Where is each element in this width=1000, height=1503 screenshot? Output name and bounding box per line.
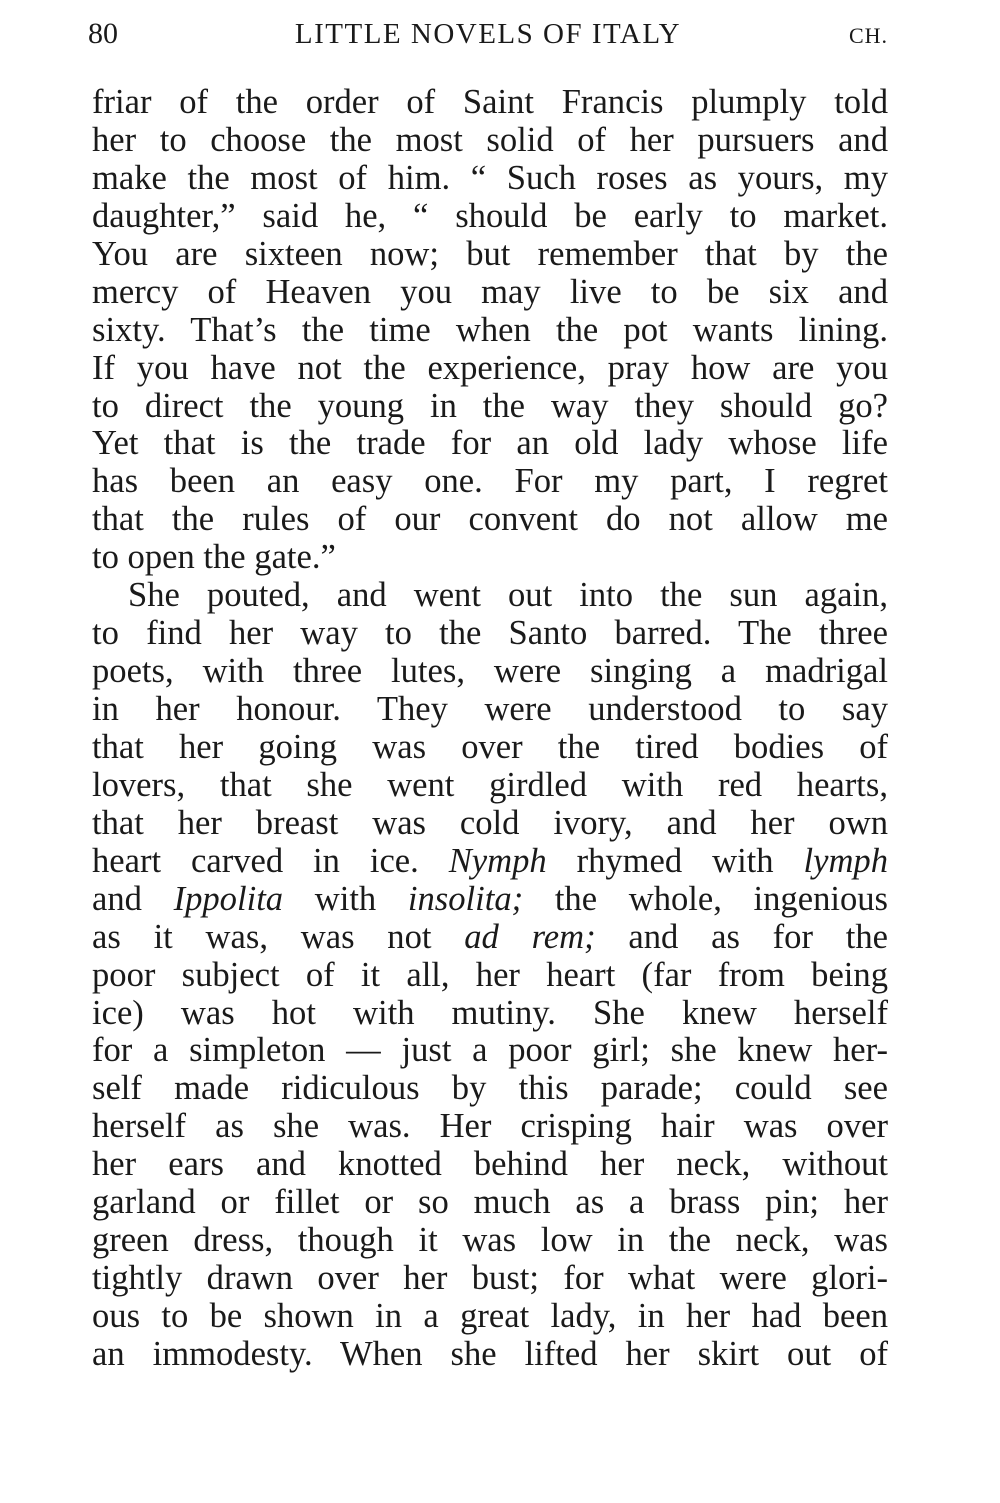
text-run: and — [92, 879, 174, 918]
text-run: rhymed with — [546, 841, 804, 880]
running-head — [88, 14, 888, 54]
text-line: to direct the young in the way they should go? — [92, 386, 888, 425]
text-line: poets, with three lutes, were singing a madrigal — [92, 652, 888, 691]
text-line: lovers, that she went girdled with red hearts, — [92, 765, 888, 804]
text-line: If you have not the experience, pray how are you — [92, 348, 888, 387]
italic-word: ad rem; — [464, 917, 596, 956]
text-run: and as for the — [595, 917, 889, 956]
text-line: friar of the order of Saint Francis plumply told — [92, 83, 888, 121]
text-line: herself as she was. Her crisping hair was over — [92, 1107, 888, 1146]
text-line: to find her way to the Santo barred. The three — [92, 614, 888, 653]
text-line: green dress, though it was low in the neck, was — [92, 1221, 888, 1260]
book-title: LITTLE NOVELS OF ITALY — [294, 18, 682, 50]
text-line: in her honour. They were understood to say — [92, 690, 888, 728]
text-line: sixty. That’s the time when the pot wants lining. — [92, 310, 888, 349]
text-line: that the rules of our convent do not allow me — [92, 500, 888, 539]
text-line: mercy of Heaven you may live to be six and — [92, 272, 888, 311]
text-run: the whole, ingenious — [523, 879, 888, 918]
text-line: ous to be shown in a great lady, in her had been — [92, 1297, 888, 1335]
text-line: her to choose the most solid of her pursuers and — [92, 120, 888, 159]
text-line — [92, 843, 888, 881]
text-line: daughter,” said he, “ should be early to market. — [92, 196, 888, 235]
text-line: ice) was hot with mutiny. She knew herself — [92, 993, 888, 1032]
text-line: self made ridiculous by this parade; could see — [92, 1069, 888, 1108]
text-line: Yet that is the trade for an old lady whose life — [92, 424, 888, 463]
page-number: 80 — [88, 17, 118, 50]
text-run: heart carved in ice. — [92, 841, 449, 880]
text-line: has been an easy one. For my part, I regret — [92, 462, 888, 501]
italic-word: Nymph — [448, 841, 547, 880]
text-line: tightly drawn over her bust; for what were glori- — [92, 1259, 888, 1298]
chapter-abbreviation: CH. — [848, 23, 888, 48]
text-line: that her breast was cold ivory, and her own — [92, 803, 888, 842]
text-line: garland or fillet or so much as a brass pin; her — [92, 1183, 888, 1222]
text-line: for a simpleton — just a poor girl; she knew her- — [92, 1031, 888, 1070]
italic-word: insolita; — [407, 879, 524, 918]
text-line: You are sixteen now; but remember that by the — [92, 234, 888, 273]
text-line — [92, 881, 888, 919]
text-line: poor subject of it all, her heart (far from being — [92, 955, 888, 994]
text-run: as it was, was not — [92, 917, 465, 956]
paragraph-end-line: to open the gate.” — [92, 538, 336, 577]
italic-word: lymph — [803, 841, 888, 880]
body-text — [92, 84, 888, 1374]
text-line: make the most of him. “ Such roses as yours, my — [92, 158, 888, 197]
text-line: an immodesty. When she lifted her skirt out of — [92, 1334, 888, 1373]
italic-word: Ippolita — [173, 879, 284, 918]
text-line — [92, 919, 888, 957]
text-line: her ears and knotted behind her neck, without — [92, 1145, 888, 1184]
text-line: that her going was over the tired bodies of — [92, 727, 888, 766]
text-run: with — [283, 879, 408, 918]
paragraph-start-line: She pouted, and went out into the sun again, — [128, 576, 888, 615]
